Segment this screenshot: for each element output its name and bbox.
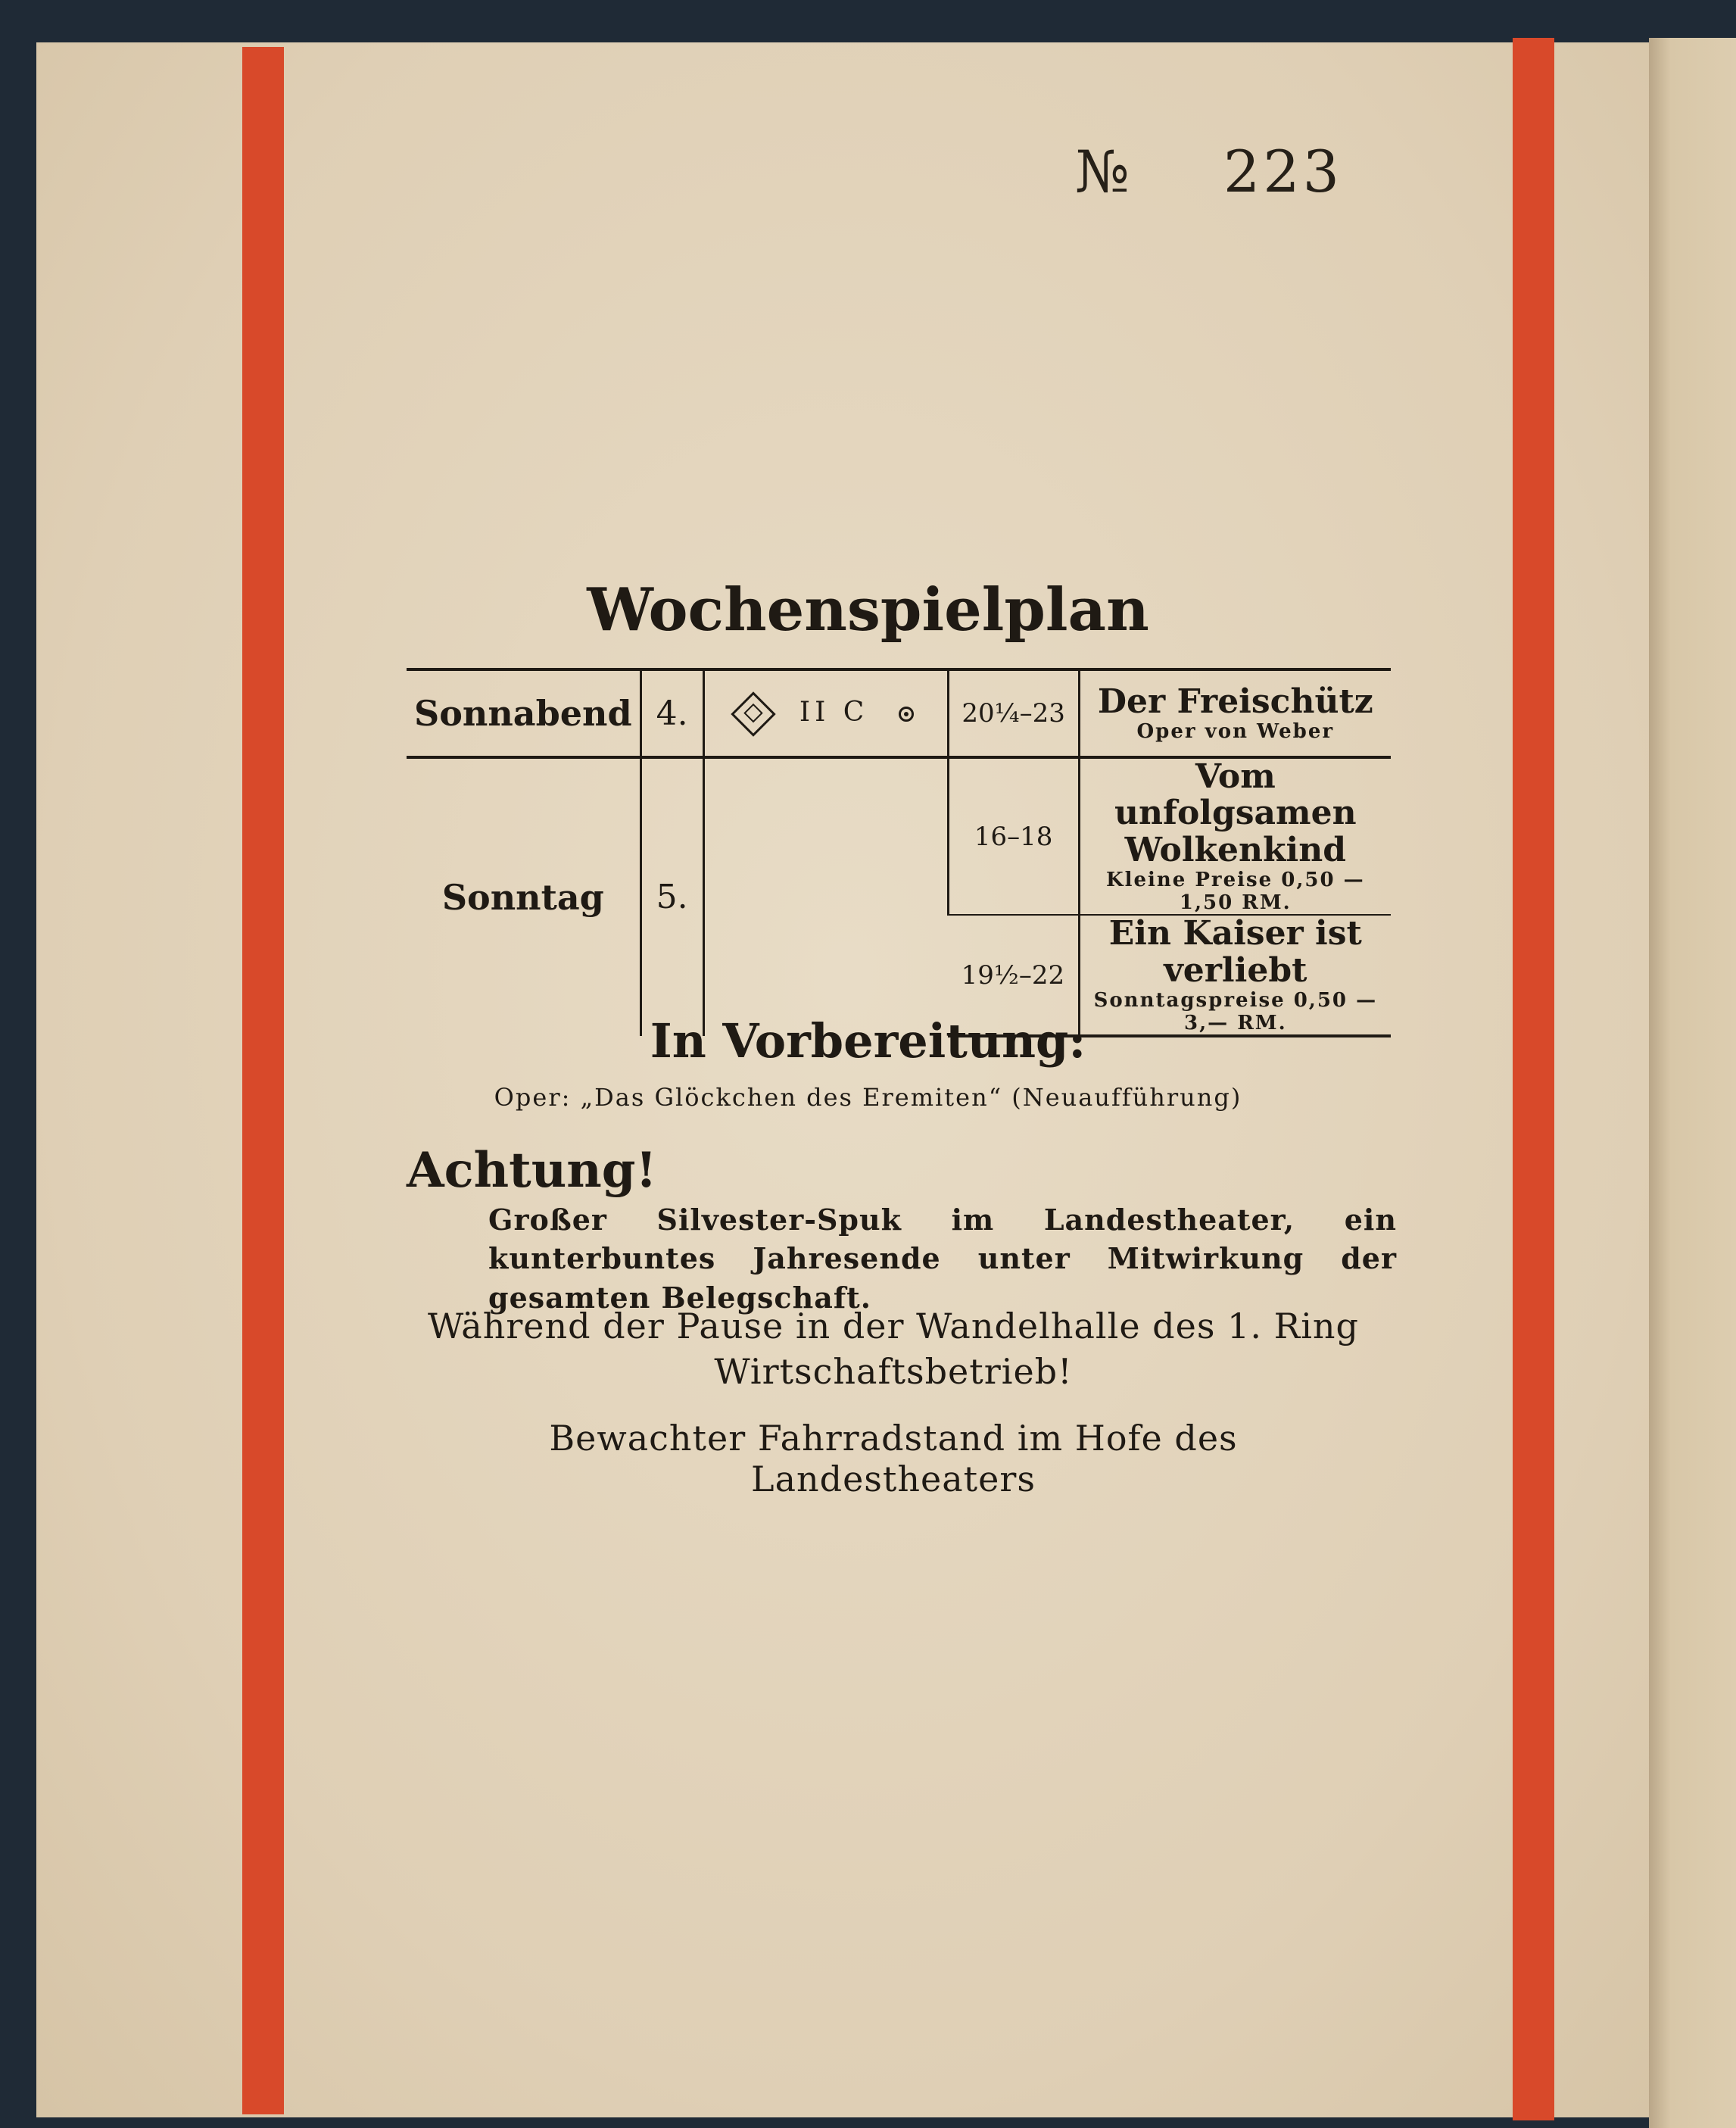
series-label: II C (799, 697, 869, 728)
intermission-notice: Während der Pause in der Wandelhalle des 1. Ring Wirtschaftsbetrieb! (427, 1306, 1359, 1392)
red-stripe-left (242, 47, 284, 2114)
preparation-heading: In Vorbereitung: (650, 1013, 1086, 1069)
play-subtitle: Oper von Weber (1136, 720, 1335, 744)
issue-label: № (1075, 138, 1133, 205)
attention-text: Großer Silvester-Spuk im Landestheater, ein kunterbuntes Jahresende unter Mitwirkung der gesamten Belegschaft. (488, 1203, 1397, 1315)
circle-dot-icon (899, 707, 914, 722)
bicycle-notice: Bewachter Fahrradstand im Hofe des Landestheaters (549, 1418, 1238, 1499)
series-cell-empty (703, 757, 948, 1036)
play-subtitle: Kleine Preise 0,50 — 1,50 RM. (1105, 869, 1365, 915)
table-row (407, 669, 1391, 757)
day-cell: Sonntag (407, 757, 640, 1036)
play-subtitle: Sonntagspreise 0,50 — 3,— RM. (1093, 988, 1378, 1034)
play-title: Vom unfolgsamen Wolkenkind (1114, 757, 1357, 869)
issue-number (1075, 138, 1342, 205)
schedule-title: Wochenspielplan (587, 576, 1149, 644)
table-row (407, 757, 1391, 915)
preparation-text: Oper: „Das Glöckchen des Eremiten“ (Neuaufführung) (494, 1083, 1242, 1112)
theater-series-icon (731, 691, 775, 736)
red-stripe-right (1513, 38, 1554, 2120)
play-cell (1079, 757, 1391, 915)
day-cell: Sonnabend (407, 669, 640, 757)
issue-value: 223 (1223, 138, 1342, 205)
play-title: Der Freischütz (1097, 682, 1373, 721)
date-cell: 5. (640, 757, 703, 1036)
play-title: Ein Kaiser ist verliebt (1108, 914, 1362, 990)
time-cell: 19½–22 (948, 915, 1079, 1036)
date-cell: 4. (640, 669, 703, 757)
play-cell (1079, 669, 1391, 757)
attention-heading: Achtung! (407, 1142, 657, 1199)
time-cell: 20¼–23 (948, 669, 1079, 757)
series-cell (703, 669, 948, 757)
time-cell: 16–18 (948, 757, 1079, 915)
weekly-schedule-table (407, 668, 1391, 1037)
